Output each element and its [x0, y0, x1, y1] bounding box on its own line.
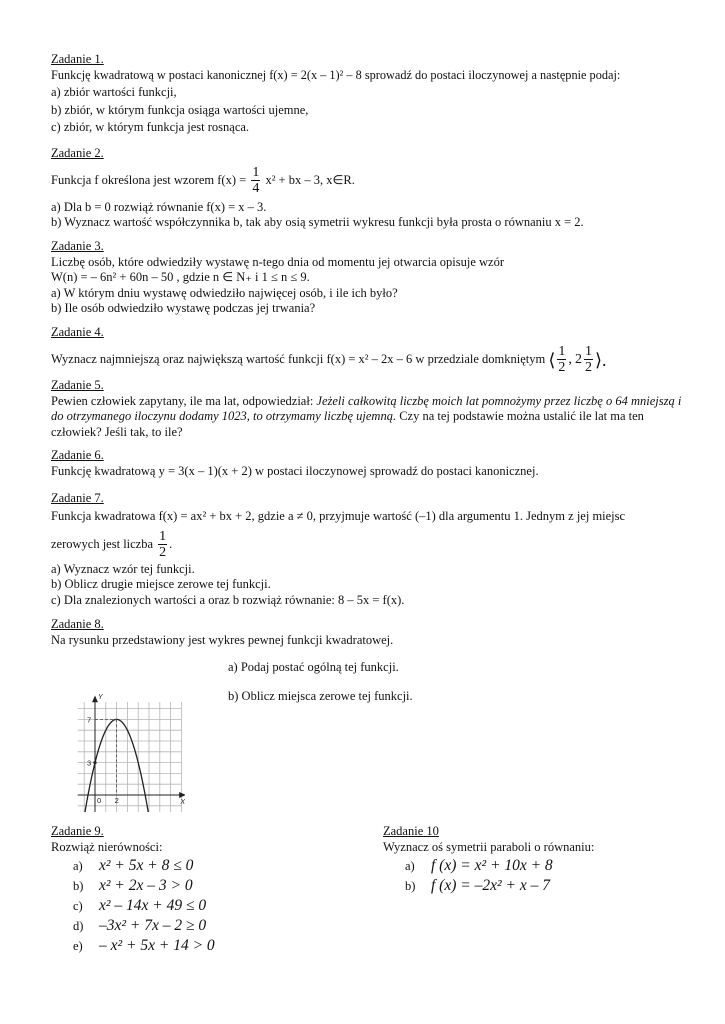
- task-9-intro: Rozwiąż nierówności:: [51, 839, 163, 854]
- task-8-questions: [228, 660, 628, 704]
- task-9-item-b-expr: x² + 2x – 3 > 0: [99, 877, 193, 894]
- task-4-fraction-1: [557, 344, 566, 375]
- task-5-text: [51, 394, 691, 441]
- tick-label-0: 0: [97, 796, 102, 805]
- task-1-title: Zadanie 1.: [51, 52, 104, 66]
- task-7-title: Zadanie 7.: [51, 491, 104, 505]
- task-6: [51, 448, 691, 479]
- task-3-item-a: a) W którym dniu wystawę odwiedziło najwięcej osób, i ile ich było?: [51, 285, 398, 300]
- task-4-frac1-num: 1: [558, 344, 566, 360]
- task-3: [51, 239, 691, 317]
- task-9-item-c: [73, 896, 351, 916]
- task-5-quote: Jeżeli całkowitą liczbę moich lat pomnożymy przez liczbę o 64 mniejszą i do otrzymanego iloczynu dodamy 1023, to otrzymamy liczbę ujemną.: [51, 393, 682, 423]
- task-10-item-a-expr: f (x) = x² + 10x + 8: [431, 857, 553, 874]
- task-4-interval-open: ⟨: [548, 349, 556, 370]
- task-1-intro: Funkcję kwadratową w postaci kanonicznej f(x) = 2(x – 1)² – 8 sprowadź do postaci iloczynowej a następnie podaj:: [51, 67, 621, 82]
- task-9-item-e-expr: – x² + 5x + 14 > 0: [99, 937, 215, 954]
- task-9-item-d-label: d): [73, 919, 84, 933]
- task-2-fraction: [251, 165, 260, 196]
- task-4-comma: ,: [568, 351, 572, 367]
- task-10-intro: Wyznacz oś symetrii paraboli o równaniu:: [383, 839, 595, 854]
- task-4-fraction-2: [584, 344, 593, 375]
- task-2-item-a: a) Dla b = 0 rozwiąż równanie f(x) = x – 3.: [51, 199, 267, 214]
- y-axis-label: Y: [98, 693, 103, 701]
- task-10-item-a: [405, 856, 683, 876]
- task-10-item-b-expr: f (x) = –2x² + x – 7: [431, 877, 550, 894]
- task-4-frac2-den: 2: [585, 360, 593, 376]
- task-4-interval-close: ⟩.: [595, 349, 607, 370]
- x-axis-label: X: [180, 799, 185, 806]
- task-9-item-e: [73, 936, 351, 956]
- task-8-item-a: a) Podaj postać ogólną tej funkcji.: [228, 660, 399, 674]
- task-9-item-d: [73, 916, 351, 936]
- task-9-item-a: [73, 856, 351, 876]
- task-9-item-c-label: c): [73, 899, 83, 913]
- task-3-item-b: b) Ile osób odwiedziło wystawę podczas jej trwania?: [51, 301, 316, 315]
- task-6-title: Zadanie 6.: [51, 448, 104, 462]
- task-2-item-b: b) Wyznacz wartość współczynnika b, tak aby osią symetrii wykresu funkcji była prosta o równaniu x = 2.: [51, 215, 584, 229]
- task-1-item-a: a) zbiór wartości funkcji,: [51, 85, 177, 99]
- task-3-line-2: W(n) = – 6n² + 60n – 50 , gdzie n ∈ N₊ i 1 ≤ n ≤ 9.: [51, 270, 310, 284]
- task-8-title: Zadanie 8.: [51, 617, 104, 631]
- task-2-formula: [51, 162, 691, 198]
- task-2-title: Zadanie 2.: [51, 146, 104, 160]
- task-1: [51, 52, 691, 136]
- task-9-item-c-expr: x² – 14x + 49 ≤ 0: [99, 897, 207, 914]
- task-8: [51, 617, 691, 648]
- task-10-item-b: [405, 876, 683, 896]
- y-axis-arrow: [93, 697, 97, 702]
- task-10: [383, 824, 683, 896]
- task-5-pre: Pewien człowiek zapytany, ile ma lat, odpowiedział:: [51, 393, 317, 408]
- task-2-frac-num: 1: [252, 165, 260, 181]
- task-9-item-d-expr: –3x² + 7x – 2 ≥ 0: [99, 917, 207, 934]
- task-1-item-c: c) zbiór, w którym funkcja jest rosnąca.: [51, 120, 250, 134]
- graph-axes: [78, 697, 185, 812]
- task-7-line-2-post: .: [169, 536, 173, 551]
- task-4-whole: 2: [575, 351, 583, 367]
- graph-grid: [78, 702, 182, 812]
- task-2: [51, 146, 691, 231]
- task-10-item-a-label: a): [405, 859, 415, 873]
- task-4-title: Zadanie 4.: [51, 325, 104, 339]
- task-1-item-b: b) zbiór, w którym funkcja osiąga wartości ujemne,: [51, 102, 309, 117]
- task-9-item-e-label: e): [73, 939, 83, 953]
- x-axis-arrow: [180, 793, 185, 797]
- task-9-title: Zadanie 9.: [51, 824, 104, 838]
- task-4-frac2-num: 1: [585, 344, 593, 360]
- task-4-formula: [51, 341, 691, 377]
- y-intercept-point: [93, 761, 96, 764]
- task-7-line-2-pre: zerowych jest liczba: [51, 536, 157, 551]
- task-7-line-1: Funkcja kwadratowa f(x) = ax² + bx + 2, gdzie a ≠ 0, przyjmuje wartość (–1) dla argumentu 1. Jednym z jej miejsc: [51, 508, 626, 523]
- task-4: [51, 325, 691, 377]
- task-7-frac-den: 2: [159, 545, 167, 561]
- task-9-item-a-label: a): [73, 859, 83, 873]
- tick-label-3: 3: [87, 758, 92, 768]
- task-7-fraction: [158, 529, 167, 560]
- task-2-formula-pre: Funkcja f określona jest wzorem f(x) =: [51, 172, 250, 187]
- tick-label-7: 7: [87, 715, 92, 725]
- task-3-line-1: Liczbę osób, które odwiedziły wystawę n-tego dnia od momentu jej otwarcia opisuje wzór: [51, 254, 504, 269]
- parabola-graph: [65, 662, 185, 812]
- task-5-title: Zadanie 5.: [51, 378, 104, 392]
- task-7-frac-num: 1: [159, 529, 167, 545]
- task-9-item-a-expr: x² + 5x + 8 ≤ 0: [99, 857, 194, 874]
- task-9-item-b: [73, 876, 351, 896]
- task-8-item-b: b) Oblicz miejsca zerowe tej funkcji.: [228, 688, 413, 703]
- task-10-title: Zadanie 10: [383, 824, 439, 838]
- task-3-title: Zadanie 3.: [51, 239, 104, 253]
- task-9-item-b-label: b): [73, 879, 84, 893]
- task-7: [51, 491, 691, 608]
- task-4-formula-pre: Wyznacz najmniejszą oraz największą wartość funkcji f(x) = x² – 2x – 6 w przedziale domkniętym: [51, 351, 549, 366]
- task-2-frac-den: 4: [252, 181, 260, 197]
- task-7-item-a: a) Wyznacz wzór tej funkcji.: [51, 561, 195, 576]
- task-2-formula-post: x² + bx – 3, x∈R.: [262, 172, 355, 187]
- task-9: [51, 824, 351, 956]
- task-7-line-2: [51, 526, 691, 562]
- task-5-post: Czy na tej podstawie można ustalić ile lat ma ten człowiek? Jeśli tak, to ile?: [51, 409, 644, 439]
- task-5: [51, 378, 691, 440]
- task-6-text: Funkcję kwadratową y = 3(x – 1)(x + 2) w postaci iloczynowej sprowadź do postaci kanonicznej.: [51, 463, 539, 478]
- task-7-item-b: b) Oblicz drugie miejsce zerowe tej funkcji.: [51, 577, 271, 591]
- tick-label-2: 2: [114, 796, 119, 805]
- task-4-frac1-den: 2: [558, 360, 566, 376]
- task-7-item-c: c) Dla znalezionych wartości a oraz b rozwiąż równanie: 8 – 5x = f(x).: [51, 592, 405, 607]
- task-8-intro: Na rysunku przedstawiony jest wykres pewnej funkcji kwadratowej.: [51, 632, 394, 647]
- task-10-item-b-label: b): [405, 879, 416, 893]
